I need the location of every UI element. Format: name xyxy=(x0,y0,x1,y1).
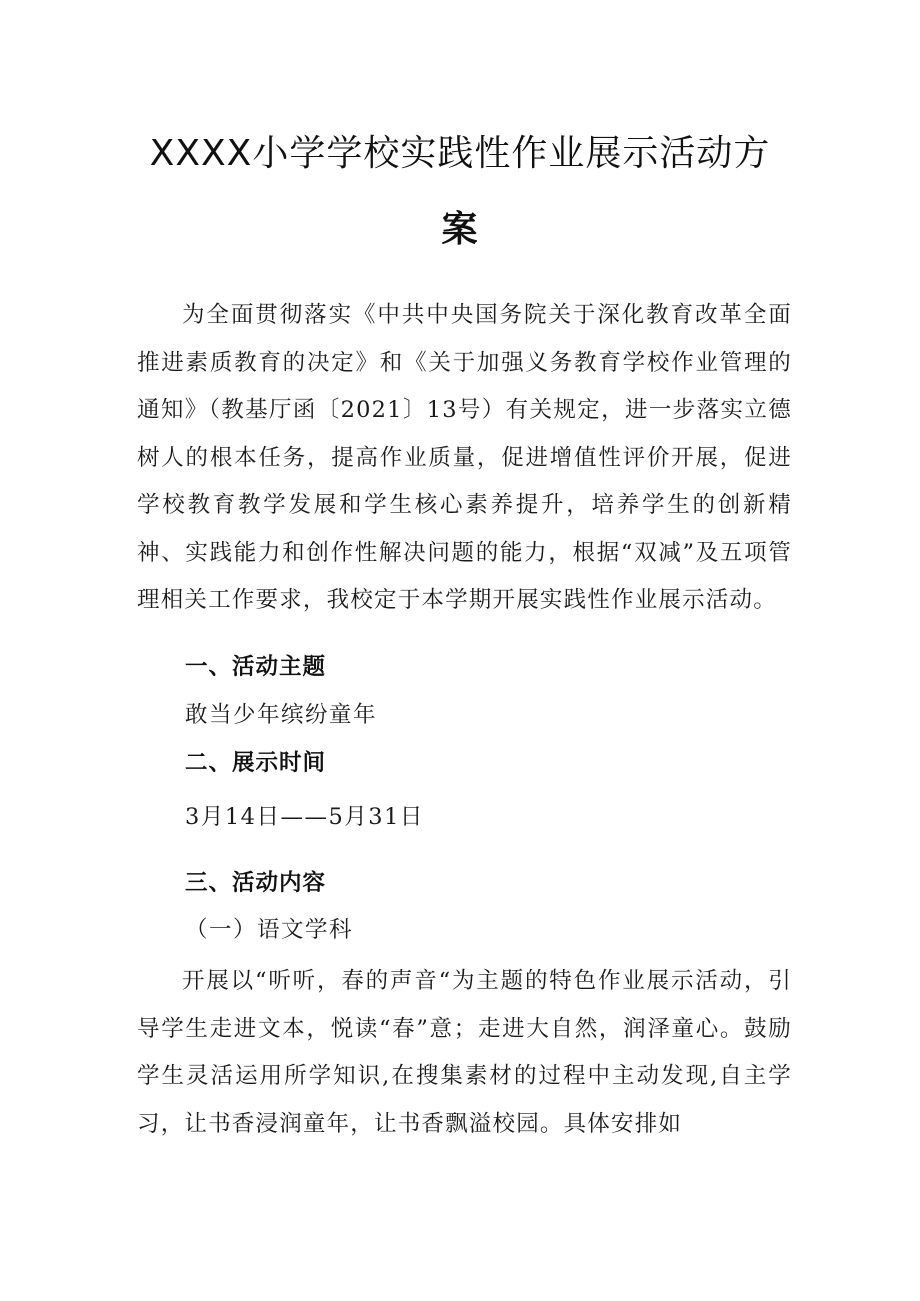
subsection-paragraph-chinese: 开展以“听听，春的声音“为主题的特色作业展示活动，引导学生走进文本，悦读“春”意；走进大自然，润泽童心。鼓励学生灵活运用所学知识,在搜集素材的过程中主动发现,自主学习，让书香浸润童年，让书香飘溢校园。具体安排如 xyxy=(137,968,792,1137)
section-content-time: 3月14日——5月31日 xyxy=(185,804,424,830)
document-title-line2: 案 xyxy=(441,209,479,250)
section-heading-content: 三、活动内容 xyxy=(185,870,327,896)
subsection-heading-chinese: （一）语文学科 xyxy=(185,917,354,943)
section-heading-theme: 一、活动主题 xyxy=(185,654,327,680)
intro-paragraph: 为全面贯彻落实《中共中央国务院关于深化教育改革全面推进素质教育的决定》和《关于加强义务教育学校作业管理的通知》（教基厅函〔2021〕13号）有关规定，进一步落实立德树人的根本任务，提高作业质量，促进增值性评价开展，促进学校教育教学发展和学生核心素养提升，培养学生的创新精神、实践能力和创作性解决问题的能力，根据“双减”及五项管理相关工作要求，我校定于本学期开展实践性作业展示活动。 xyxy=(137,302,792,613)
document-title-line1: XXXX小学学校实践性作业展示活动方 xyxy=(149,133,771,174)
section-heading-time: 二、展示时间 xyxy=(185,750,327,776)
section-content-theme: 敢当少年缤纷童年 xyxy=(185,702,378,728)
